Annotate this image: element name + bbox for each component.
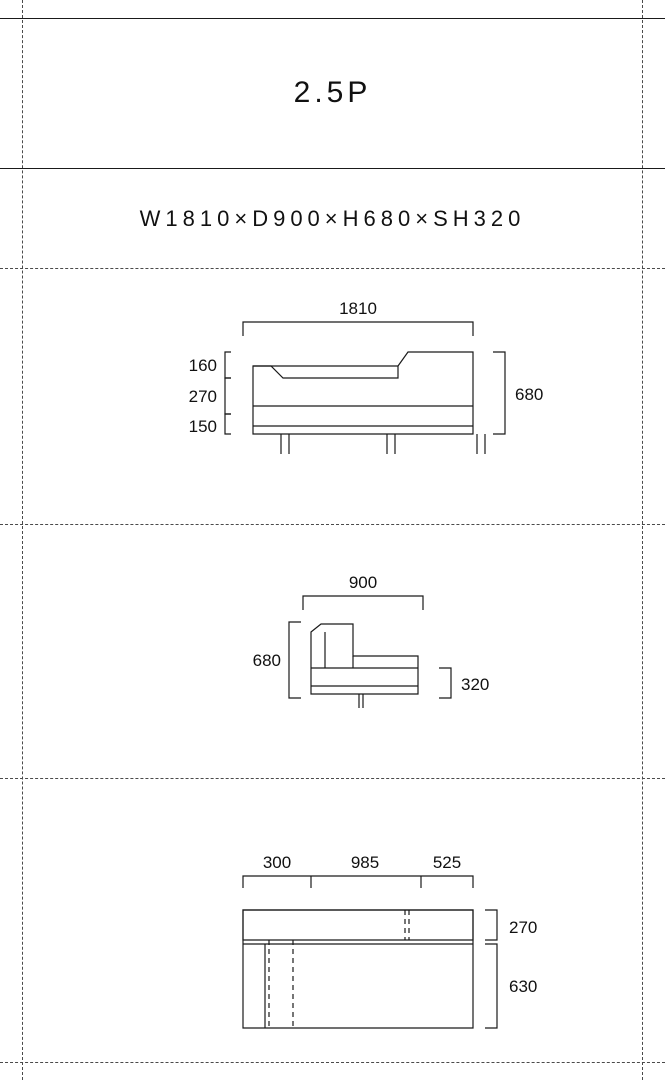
front-left-label-3: 150 <box>188 417 217 436</box>
divider-front <box>0 524 665 525</box>
front-left-label-1: 160 <box>188 356 217 375</box>
divider-side <box>0 778 665 779</box>
side-seat-height-label: 320 <box>460 675 489 694</box>
top-segment-label-1: 300 <box>262 853 291 872</box>
top-right-label-2: 630 <box>508 977 537 996</box>
side-elevation-view <box>0 556 665 756</box>
front-height-label: 680 <box>514 385 543 404</box>
front-left-label-2: 270 <box>188 387 217 406</box>
top-right-label-1: 270 <box>508 918 537 937</box>
divider-bottom <box>0 1062 665 1063</box>
side-height-label: 680 <box>252 651 281 670</box>
page-title: 2.5P <box>293 76 372 109</box>
title-block <box>0 18 665 168</box>
top-plan-view <box>0 832 665 1052</box>
front-elevation-view <box>0 286 665 506</box>
front-width-label: 1810 <box>338 299 377 318</box>
side-depth-label: 900 <box>348 573 377 592</box>
top-segment-label-3: 525 <box>432 853 461 872</box>
divider-spec <box>0 268 665 269</box>
top-segment-label-2: 985 <box>350 853 379 872</box>
spec-block <box>0 170 665 268</box>
spec-dimensions: W1810×D900×H680×SH320 <box>139 206 526 231</box>
divider-title <box>0 168 665 169</box>
